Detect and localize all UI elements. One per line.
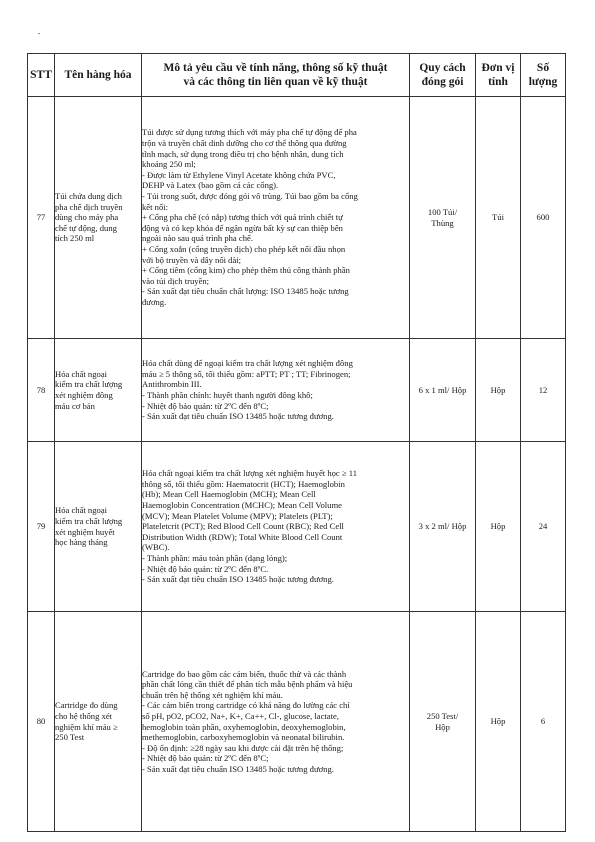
header-description: Mô tả yêu cầu về tính năng, thông số kỹ thuật và các thông tin liên quan về kỹ thuật xyxy=(142,54,410,97)
row-packaging: 6 x 1 ml/ Hộp xyxy=(410,339,476,442)
row-unit: Hộp xyxy=(476,339,521,442)
row-stt: 78 xyxy=(28,339,55,442)
header-row xyxy=(28,54,566,97)
table-row xyxy=(28,442,566,612)
header-unit: Đơn vị tính xyxy=(476,54,521,97)
scan-speck xyxy=(38,33,40,34)
row-unit: Túi xyxy=(476,97,521,339)
row-unit: Hộp xyxy=(476,442,521,612)
row-item-name: Túi chứa dung dịch pha chế dịch truyền dùng cho máy pha chế tự động, dung tích 250 ml xyxy=(55,97,142,339)
row-description: Cartridge đo bao gồm các cảm biến, thuốc thử và các thành phần chất lỏng cần thiết để phân tích mẫu bệnh phẩm và hiệu chuẩn trên hệ thống xét nghiệm khí máu. - Các cảm biến trong cartridge có khả năng đo lường các chỉ số pH, pO2, pCO2, Na+, K+, Ca++, Cl-, glucose, lactate, hemoglobin toàn phần, oxyhemoglobin, deoxyhemoglobin, methemoglobin, carboxyhemoglobin và neonatal bilirubin. - Độ ổn định: ≥28 ngày sau khi được cài đặt trên hệ thống; - Nhiệt độ bảo quản: từ 2ºC đến 8ºC; - Sản xuất đạt tiêu chuẩn ISO 13485 hoặc tương đương. xyxy=(142,612,410,832)
row-quantity: 6 xyxy=(521,612,566,832)
header-quantity: Số lượng xyxy=(521,54,566,97)
row-stt: 77 xyxy=(28,97,55,339)
row-packaging: 100 Túi/ Thùng xyxy=(410,97,476,339)
table-row xyxy=(28,339,566,442)
row-description: Túi được sử dụng tương thích với máy pha chế tự động để pha trộn và truyền chất dinh dưỡng cho cơ thể thông qua đường tĩnh mạch, sử dụng trong điều trị cho bệnh nhân, dung tích khoảng 250 ml; - Được làm từ Ethylene Vinyl Acetate không chứa PVC, DEHP và Latex (bao gồm cả các cổng). - Túi trong suốt, được đóng gói vô trùng. Túi bao gồm ba cổng kết nối: + Cổng pha chế (có nắp) tương thích với quá trình chiết tự động và có kẹp khóa để ngăn ngừa bất kỳ sự can thiệp bên ngoài nào sau quá trình pha chế. + Cổng xoắn (cổng truyền dịch) cho phép kết nối đầu nhọn với bộ truyền và dây nối dài; + Cổng tiêm (cổng kim) cho phép thêm thủ công thành phần vào túi dịch truyền; - Sản xuất đạt tiêu chuẩn chất lượng: ISO 13485 hoặc tương đương. xyxy=(142,97,410,339)
row-quantity: 12 xyxy=(521,339,566,442)
row-packaging: 3 x 2 ml/ Hộp xyxy=(410,442,476,612)
table-row xyxy=(28,97,566,339)
row-stt: 79 xyxy=(28,442,55,612)
row-description: Hóa chất dùng để ngoại kiểm tra chất lượng xét nghiệm đông máu ≥ 5 thông số, tối thiểu gồm: aPTT; PT ; TT; Fibrinogen; Antithrombin III. - Thành phần chính: huyết thanh người đông khô; - Nhiệt độ bảo quản: từ 2ºC đến 8ºC; - Sản xuất đạt tiêu chuẩn ISO 13485 hoặc tương đương. xyxy=(142,339,410,442)
header-item-name: Tên hàng hóa xyxy=(55,54,142,97)
specification-table xyxy=(27,53,566,832)
row-quantity: 24 xyxy=(521,442,566,612)
row-item-name: Cartridge đo dùng cho hệ thống xét nghiệm khí máu ≥ 250 Test xyxy=(55,612,142,832)
row-item-name: Hóa chất ngoại kiểm tra chất lượng xét nghiệm huyết học hàng tháng xyxy=(55,442,142,612)
header-packaging: Quy cách đóng gói xyxy=(410,54,476,97)
header-stt: STT xyxy=(28,54,55,97)
row-unit: Hộp xyxy=(476,612,521,832)
row-item-name: Hóa chất ngoại kiểm tra chất lượng xét nghiệm đông máu cơ bản xyxy=(55,339,142,442)
row-description: Hóa chất ngoại kiểm tra chất lượng xét nghiệm huyết học ≥ 11 thông số, tối thiểu gồm: Haematocrit (HCT); Haemoglobin (Hb); Mean Cell Haemoglobin (MCH); Mean Cell Haemoglobin Concentration (MCHC); Mean Cell Volume (MCV); Mean Platelet Volume (MPV); Platelets (PLT); Plateletcrit (PCT); Red Blood Cell Count (RBC); Red Cell Distribution Width (RDW); Total White Blood Cell Count (WBC). - Thành phần: máu toàn phần (dạng lỏng); - Nhiệt độ bảo quản: từ 2ºC đến 8ºC. - Sản xuất đạt tiêu chuẩn ISO 13485 hoặc tương đương. xyxy=(142,442,410,612)
row-quantity: 600 xyxy=(521,97,566,339)
row-packaging: 250 Test/ Hộp xyxy=(410,612,476,832)
row-stt: 80 xyxy=(28,612,55,832)
table-row xyxy=(28,612,566,832)
